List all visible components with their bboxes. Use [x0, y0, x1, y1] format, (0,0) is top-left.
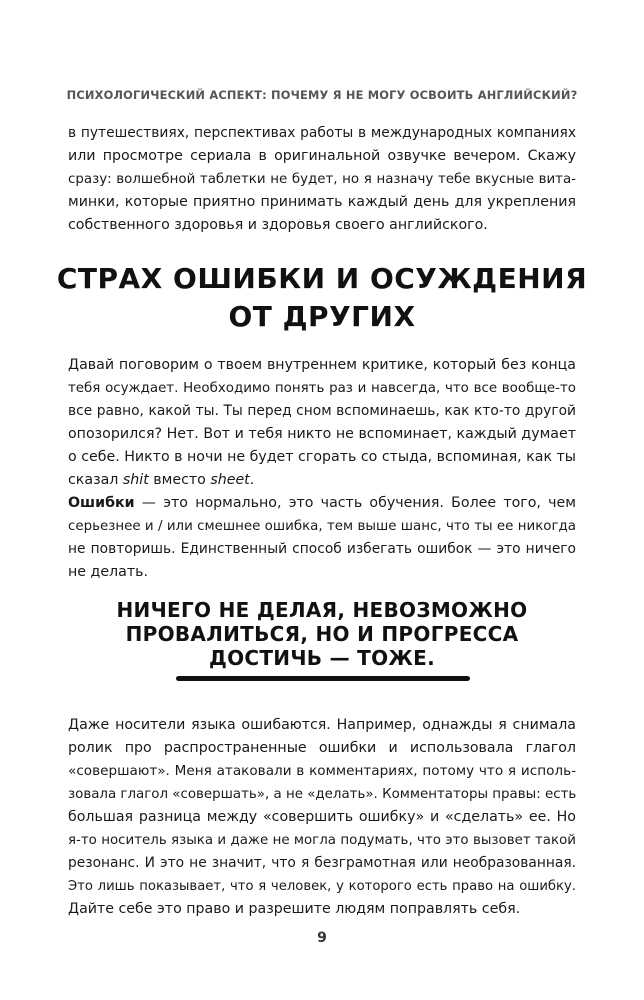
- text-line: [68, 492, 576, 515]
- text-line: сразу: волшебной таблетки не будет, но я назначу тебе вкусные вита-: [68, 172, 576, 187]
- text-line: резонанс. И это не значит, что я безграмотная или необразованная.: [68, 855, 576, 871]
- english-word-sheet: sheet: [210, 472, 250, 488]
- text-line: минки, которые приятно принимать каждый день для укрепления: [68, 194, 576, 210]
- pull-quote: [0, 598, 644, 670]
- text-line: зовала глагол «совершать», а не «делать». Комментаторы правы: есть: [68, 787, 577, 802]
- text-line: я-то носитель языка и даже не могла подумать, что это вызовет такой: [68, 833, 576, 848]
- text-line: или просмотре сериала в оригинальной озвучке вечером. Скажу: [68, 148, 576, 164]
- mistakes-paragraph: [68, 492, 576, 584]
- text-line: серьезнее и / или смешнее ошибка, тем выше шанс, что ты ее никогда: [68, 519, 576, 534]
- text-line: опозорился? Нет. Вот и тебя никто не вспоминает, каждый думает: [68, 426, 576, 442]
- text-line: Это лишь показывает, что я человек, у которого есть право на ошибку.: [68, 879, 576, 894]
- text-line: «совершают». Меня атаковали в комментариях, потому что я исполь-: [68, 763, 576, 779]
- text-fragment: сказал: [68, 472, 123, 488]
- critic-paragraph: [68, 354, 576, 492]
- section-heading-line: СТРАХ ОШИБКИ И ОСУЖДЕНИЯ: [56, 262, 588, 295]
- text-line: о себе. Никто в ночи не будет сгорать со стыда, вспоминая, как ты: [68, 449, 576, 465]
- text-line: Давай поговорим о твоем внутреннем критике, который без конца: [68, 357, 576, 373]
- section-heading-line: ОТ ДРУГИХ: [228, 300, 416, 333]
- text-line: ролик про распространенные ошибки и использовала глагол: [68, 740, 576, 756]
- pull-quote-line: ПРОВАЛИТЬСЯ, НО И ПРОГРЕССА: [125, 622, 519, 646]
- text-line: не повторишь. Единственный способ избегать ошибок — это ничего: [68, 541, 576, 557]
- text-line: Даже носители языка ошибаются. Например, однажды я снимала: [68, 717, 576, 733]
- english-word-shit: shit: [122, 472, 149, 488]
- text-line: [68, 469, 576, 492]
- text-line: собственного здоровья и здоровья своего английского.: [68, 217, 488, 233]
- text-line: тебя осуждает. Необходимо понять раз и навсегда, что все вообще-то: [68, 381, 576, 396]
- bold-term: Ошибки: [68, 495, 135, 511]
- text-line: Дайте себе это право и разрешите людям поправлять себя.: [68, 901, 521, 917]
- section-heading: [0, 260, 644, 336]
- text-fragment: — это нормально, это часть обучения. Более того, чем: [134, 495, 576, 511]
- natives-paragraph: [68, 714, 576, 921]
- text-line: не делать.: [68, 564, 148, 580]
- text-line: в путешествиях, перспективах работы в международных компаниях: [68, 125, 576, 141]
- text-fragment: вместо: [148, 472, 211, 488]
- text-line: все равно, какой ты. Ты перед сном вспоминаешь, как кто-то другой: [68, 403, 576, 419]
- intro-paragraph: [68, 122, 576, 237]
- page-number: 9: [317, 930, 327, 946]
- text-fragment: .: [249, 472, 255, 488]
- pull-quote-line: ДОСТИЧЬ — ТОЖЕ.: [208, 646, 436, 670]
- pull-quote-line: НИЧЕГО НЕ ДЕЛАЯ, НЕВОЗМОЖНО: [116, 598, 528, 622]
- text-line: большая разница между «совершить ошибку» и «сделать» ее. Но: [68, 809, 576, 825]
- pull-quote-underline: [176, 676, 470, 681]
- running-header: ПСИХОЛОГИЧЕСКИЙ АСПЕКТ: ПОЧЕМУ Я НЕ МОГУ ОСВОИТЬ АНГЛИЙСКИЙ?: [66, 88, 578, 102]
